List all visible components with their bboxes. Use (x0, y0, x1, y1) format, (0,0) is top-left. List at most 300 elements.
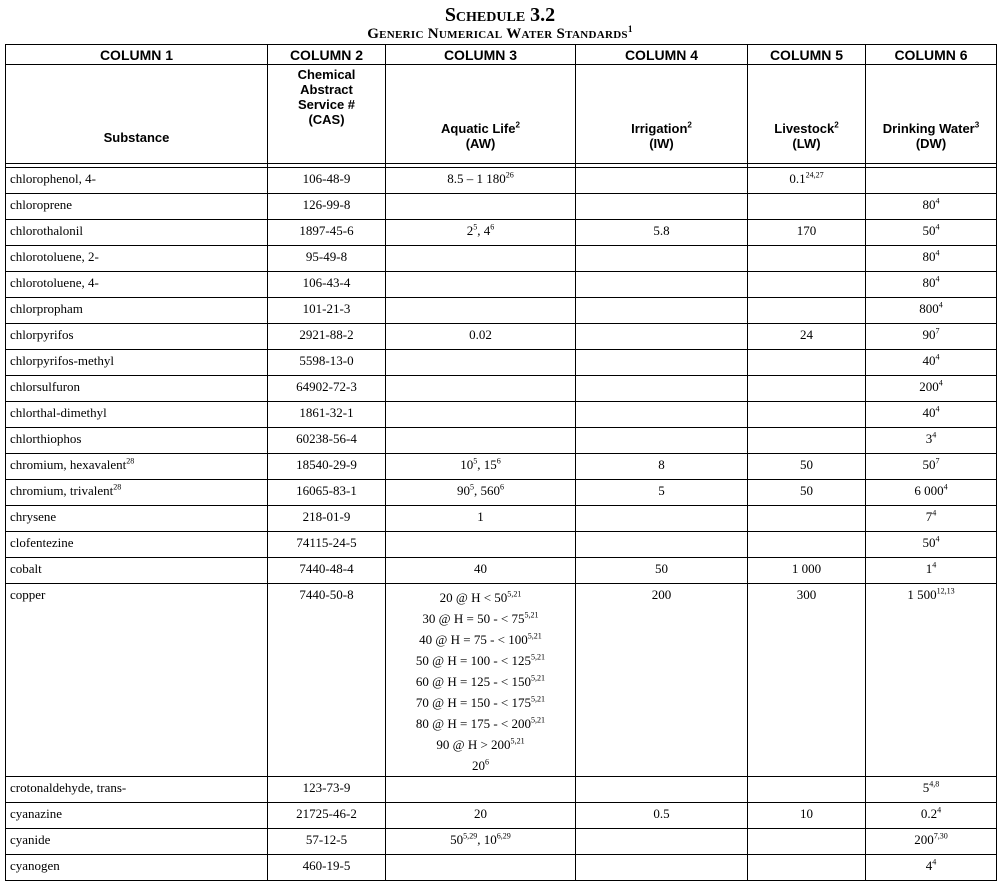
irrigation-cell (576, 376, 748, 402)
livestock-abbr: (LW) (792, 136, 821, 151)
drinking-water-value-text: 1 (925, 561, 933, 576)
substance-name: clofentezine (10, 535, 74, 550)
column-3-header: COLUMN 3 (386, 45, 576, 65)
table-row (6, 855, 997, 881)
livestock-cell (748, 558, 866, 584)
livestock-cell (748, 350, 866, 376)
drinking-water-footnote: 3 (974, 120, 980, 130)
livestock-cell (748, 324, 866, 350)
substance-name: cobalt (10, 561, 42, 576)
livestock-cell (748, 272, 866, 298)
aquatic-life-cell (386, 194, 576, 220)
schedule-title: Schedule 3.2 (444, 4, 556, 26)
irrigation-label (576, 121, 747, 136)
aquatic-life-value-text: 90 (456, 483, 470, 498)
drinking-water-value-text: 40 (922, 405, 936, 420)
drinking-water-value-footnote: 4,8 (929, 779, 940, 789)
drinking-water-cell (866, 376, 997, 402)
schedule-subtitle (0, 26, 1000, 42)
water-standards-table (5, 44, 997, 881)
column-1-header: COLUMN 1 (6, 45, 268, 65)
aquatic-life-value-text: , 4 (477, 223, 491, 238)
cas-cell: 60238-56-4 (268, 428, 386, 454)
aquatic-life-line (392, 755, 569, 776)
drinking-water-cell (866, 350, 997, 376)
table-row (6, 506, 997, 532)
aquatic-life-value-text: 60 @ H = 125 - < 150 (415, 674, 531, 689)
substance-cell (6, 376, 268, 402)
substance-cell (6, 506, 268, 532)
drinking-water-cell (866, 324, 997, 350)
aquatic-life-value-footnote: 5,21 (531, 673, 546, 683)
drinking-water-value-text: 800 (919, 301, 939, 316)
aquatic-life-cell (386, 803, 576, 829)
livestock-cell (748, 584, 866, 777)
cas-header-line: Service # (297, 97, 356, 112)
drinking-water-value-footnote: 4 (935, 222, 940, 232)
livestock-cell (748, 454, 866, 480)
livestock-cell (748, 829, 866, 855)
aquatic-life-cell (386, 506, 576, 532)
drinking-water-cell (866, 480, 997, 506)
irrigation-cell (576, 220, 748, 246)
aquatic-life-value-text: 1 (477, 509, 484, 524)
drinking-water-value-text: 80 (922, 197, 936, 212)
irrigation-value-text: 200 (651, 587, 672, 602)
livestock-cell (748, 855, 866, 881)
cas-cell: 16065-83-1 (268, 480, 386, 506)
cas-cell: 5598-13-0 (268, 350, 386, 376)
aquatic-life-cell (386, 324, 576, 350)
drinking-water-value-footnote: 7,30 (933, 831, 948, 841)
substance-cell (6, 220, 268, 246)
substance-cell (6, 777, 268, 803)
substance-cell (6, 558, 268, 584)
aquatic-life-value-text: 40 @ H = 75 - < 100 (419, 632, 528, 647)
aquatic-life-value-text: 40 (474, 561, 487, 576)
aquatic-life-value-footnote: 5,21 (531, 694, 546, 704)
substance-header: Substance (6, 65, 268, 164)
substance-cell (6, 168, 268, 194)
drinking-water-header (866, 65, 997, 164)
drinking-water-value-text: 200 (914, 832, 934, 847)
substance-name: cyanogen (10, 858, 60, 873)
irrigation-cell (576, 506, 748, 532)
drinking-water-value-footnote: 4 (935, 196, 940, 206)
table-row (6, 324, 997, 350)
table-row (6, 220, 997, 246)
drinking-water-cell (866, 829, 997, 855)
cas-cell: 95-49-8 (268, 246, 386, 272)
livestock-value-text: 0.1 (789, 171, 806, 186)
table-row (6, 402, 997, 428)
aquatic-life-value-text: 80 @ H = 175 - < 200 (415, 716, 531, 731)
aquatic-life-value-footnote: 5,21 (507, 589, 522, 599)
drinking-water-value-footnote: 7 (935, 456, 940, 466)
livestock-cell (748, 506, 866, 532)
livestock-cell (748, 402, 866, 428)
aquatic-life-value-footnote: 5 (469, 482, 474, 492)
cas-cell: 101-21-3 (268, 298, 386, 324)
irrigation-cell (576, 558, 748, 584)
aquatic-life-cell (386, 855, 576, 881)
aquatic-life-value-footnote: 5,21 (531, 652, 546, 662)
irrigation-cell (576, 803, 748, 829)
aquatic-life-cell (386, 454, 576, 480)
aquatic-life-value-text: , 15 (477, 457, 497, 472)
irrigation-cell (576, 855, 748, 881)
cas-cell: 64902-72-3 (268, 376, 386, 402)
table-row (6, 532, 997, 558)
aquatic-life-value-footnote: 6 (490, 222, 495, 232)
table-row (6, 454, 997, 480)
livestock-text: Livestock (774, 121, 835, 136)
substance-cell (6, 298, 268, 324)
aquatic-life-value-footnote: 5 (473, 222, 478, 232)
aquatic-life-cell (386, 829, 576, 855)
aquatic-life-value-footnote: 5,21 (531, 715, 546, 725)
cas-cell: 18540-29-9 (268, 454, 386, 480)
drinking-water-value-text: 5 (922, 780, 930, 795)
aquatic-life-cell (386, 376, 576, 402)
irrigation-cell (576, 584, 748, 777)
substance-cell (6, 454, 268, 480)
irrigation-cell (576, 454, 748, 480)
irrigation-cell (576, 532, 748, 558)
irrigation-cell (576, 272, 748, 298)
table-row (6, 803, 997, 829)
substance-name: chrysene (10, 509, 57, 524)
substance-name: cyanide (10, 832, 51, 847)
aquatic-life-cell (386, 402, 576, 428)
column-number-row (6, 45, 997, 65)
livestock-value-text: 1 000 (791, 561, 822, 576)
livestock-cell (748, 777, 866, 803)
aquatic-life-cell (386, 168, 576, 194)
drinking-water-cell (866, 584, 997, 777)
document-titles (0, 0, 1000, 42)
aquatic-life-value-text: 2 (466, 223, 474, 238)
aquatic-life-value-footnote: 26 (505, 170, 514, 180)
table-row (6, 829, 997, 855)
column-2-header: COLUMN 2 (268, 45, 386, 65)
irrigation-text: Irrigation (631, 121, 688, 136)
irrigation-value-text: 8 (658, 457, 665, 472)
irrigation-cell (576, 480, 748, 506)
substance-name: chromium, trivalent (10, 483, 114, 498)
livestock-value-text: 24 (800, 327, 813, 342)
aquatic-life-header (386, 65, 576, 164)
irrigation-cell (576, 168, 748, 194)
irrigation-cell (576, 324, 748, 350)
substance-name: crotonaldehyde, trans- (10, 780, 127, 795)
irrigation-cell (576, 829, 748, 855)
drinking-water-value-text: 90 (922, 327, 936, 342)
livestock-cell (748, 480, 866, 506)
livestock-value-text: 50 (800, 483, 813, 498)
livestock-cell (748, 428, 866, 454)
drinking-water-value-text: 1 500 (907, 587, 937, 602)
substance-cell (6, 584, 268, 777)
table-row (6, 246, 997, 272)
cas-header-line: Chemical (297, 67, 356, 82)
livestock-cell (748, 220, 866, 246)
drinking-water-value-text: 6 000 (914, 483, 944, 498)
cas-cell: 460-19-5 (268, 855, 386, 881)
table-row (6, 777, 997, 803)
aquatic-life-value-text: 20 @ H < 50 (439, 590, 508, 605)
drinking-water-cell (866, 298, 997, 324)
aquatic-life-label (386, 121, 575, 136)
substance-name: chlorpropham (10, 301, 83, 316)
substance-name: chlorpyrifos-methyl (10, 353, 114, 368)
table-row (6, 350, 997, 376)
substance-name: cyanazine (10, 806, 62, 821)
drinking-water-value-footnote: 4 (932, 857, 937, 867)
column-4-header: COLUMN 4 (576, 45, 748, 65)
aquatic-life-cell (386, 558, 576, 584)
irrigation-cell (576, 428, 748, 454)
irrigation-value-text: 0.5 (653, 806, 670, 821)
drinking-water-cell (866, 777, 997, 803)
cas-cell: 7440-48-4 (268, 558, 386, 584)
livestock-header (748, 65, 866, 164)
table-row (6, 272, 997, 298)
aquatic-life-text: Aquatic Life (441, 121, 516, 136)
drinking-water-value-footnote: 4 (932, 508, 937, 518)
livestock-value-text: 300 (796, 587, 817, 602)
aquatic-life-cell (386, 272, 576, 298)
substance-cell (6, 480, 268, 506)
aquatic-life-cell (386, 532, 576, 558)
substance-name: chlorotoluene, 2- (10, 249, 99, 264)
drinking-water-label (866, 121, 996, 136)
substance-cell (6, 532, 268, 558)
cas-header-line: (CAS) (308, 112, 345, 127)
table-row (6, 480, 997, 506)
aquatic-life-value-text: 0.02 (469, 327, 492, 342)
irrigation-cell (576, 194, 748, 220)
drinking-water-cell (866, 803, 997, 829)
drinking-water-cell (866, 402, 997, 428)
drinking-water-cell (866, 506, 997, 532)
aquatic-life-value-footnote: 5,21 (527, 631, 542, 641)
livestock-value-text: 170 (796, 223, 817, 238)
drinking-water-value-text: 4 (925, 858, 933, 873)
aquatic-life-line (392, 650, 569, 671)
drinking-water-value-footnote: 4 (932, 560, 937, 570)
aquatic-life-cell (386, 777, 576, 803)
subtitle-footnote: 1 (627, 25, 633, 35)
aquatic-life-value-footnote: 6,29 (496, 831, 511, 841)
cas-cell: 123-73-9 (268, 777, 386, 803)
livestock-value-footnote: 24,27 (805, 170, 824, 180)
table-row (6, 584, 997, 777)
drinking-water-cell (866, 558, 997, 584)
table-row (6, 428, 997, 454)
table-row (6, 194, 997, 220)
irrigation-cell (576, 246, 748, 272)
cas-cell: 2921-88-2 (268, 324, 386, 350)
aquatic-life-line (392, 671, 569, 692)
substance-cell (6, 829, 268, 855)
cas-cell: 1861-32-1 (268, 402, 386, 428)
aquatic-life-value-text: 50 @ H = 100 - < 125 (415, 653, 531, 668)
drinking-water-value-text: 0.2 (920, 806, 938, 821)
irrigation-header (576, 65, 748, 164)
substance-name: chlorpyrifos (10, 327, 74, 342)
drinking-water-value-footnote: 4 (935, 404, 940, 414)
substance-cell (6, 350, 268, 376)
irrigation-abbr: (IW) (649, 136, 674, 151)
aquatic-life-value-text: 20 (474, 806, 487, 821)
irrigation-cell (576, 777, 748, 803)
table-row (6, 298, 997, 324)
aquatic-life-cell (386, 246, 576, 272)
irrigation-cell (576, 402, 748, 428)
drinking-water-value-text: 50 (922, 457, 936, 472)
drinking-water-abbr: (DW) (915, 136, 947, 151)
irrigation-cell (576, 298, 748, 324)
substance-name: chlorotoluene, 4- (10, 275, 99, 290)
livestock-footnote: 2 (834, 120, 839, 130)
aquatic-life-cell (386, 298, 576, 324)
aquatic-life-value-footnote: 6 (484, 757, 490, 767)
aquatic-life-value-text: 50 (450, 832, 464, 847)
table-body (6, 168, 997, 881)
substance-cell (6, 324, 268, 350)
aquatic-life-value-text: 90 @ H > 200 (436, 737, 511, 752)
drinking-water-value-footnote: 4 (935, 352, 940, 362)
livestock-value-text: 50 (800, 457, 813, 472)
aquatic-life-cell (386, 350, 576, 376)
aquatic-life-value-text: , 560 (474, 483, 500, 498)
drinking-water-cell (866, 855, 997, 881)
aquatic-life-line (392, 692, 569, 713)
drinking-water-cell (866, 168, 997, 194)
substance-name: chlorthiophos (10, 431, 82, 446)
irrigation-footnote: 2 (687, 120, 692, 130)
drinking-water-value-text: 80 (922, 249, 936, 264)
column-6-header: COLUMN 6 (866, 45, 997, 65)
drinking-water-value-footnote: 4 (935, 248, 940, 258)
drinking-water-value-footnote: 4 (938, 378, 943, 388)
livestock-cell (748, 376, 866, 402)
drinking-water-cell (866, 428, 997, 454)
cas-cell: 106-43-4 (268, 272, 386, 298)
irrigation-value-text: 5.8 (653, 223, 670, 238)
substance-cell (6, 855, 268, 881)
substance-cell (6, 803, 268, 829)
cas-cell: 126-99-8 (268, 194, 386, 220)
cas-cell: 74115-24-5 (268, 532, 386, 558)
irrigation-cell (576, 350, 748, 376)
substance-footnote: 28 (126, 456, 135, 466)
cas-cell: 57-12-5 (268, 829, 386, 855)
column-label-row (6, 65, 997, 164)
substance-name: chromium, hexavalent (10, 457, 127, 472)
substance-name: chlorophenol, 4- (10, 171, 96, 186)
drinking-water-value-footnote: 4 (943, 482, 948, 492)
substance-footnote: 28 (113, 482, 122, 492)
drinking-water-value-footnote: 12,13 (936, 586, 955, 596)
aquatic-life-footnote: 2 (515, 120, 520, 130)
cas-cell: 218-01-9 (268, 506, 386, 532)
drinking-water-value-text: 80 (922, 275, 936, 290)
substance-cell (6, 402, 268, 428)
drinking-water-value-text: 7 (925, 509, 933, 524)
aquatic-life-value-text: , 10 (477, 832, 497, 847)
substance-cell (6, 272, 268, 298)
cas-cell: 7440-50-8 (268, 584, 386, 777)
livestock-cell (748, 532, 866, 558)
drinking-water-cell (866, 220, 997, 246)
livestock-cell (748, 803, 866, 829)
livestock-value-text: 10 (800, 806, 813, 821)
drinking-water-value-footnote: 4 (938, 300, 943, 310)
drinking-water-value-text: 200 (919, 379, 939, 394)
aquatic-life-value-text: 8.5 – 1 180 (447, 171, 506, 186)
aquatic-life-value-text: 70 @ H = 150 - < 175 (415, 695, 531, 710)
drinking-water-value-footnote: 4 (932, 430, 937, 440)
livestock-cell (748, 246, 866, 272)
aquatic-life-value-text: 20 (471, 758, 485, 773)
drinking-water-cell (866, 194, 997, 220)
aquatic-life-value-footnote: 6 (496, 456, 501, 466)
drinking-water-value-text: 50 (922, 535, 936, 550)
drinking-water-value-footnote: 4 (937, 805, 942, 815)
drinking-water-cell (866, 246, 997, 272)
subtitle-text: Generic Numerical Water Standards (367, 26, 628, 42)
drinking-water-value-text: 50 (922, 223, 936, 238)
cas-header (268, 65, 386, 164)
irrigation-value-text: 50 (655, 561, 668, 576)
livestock-cell (748, 298, 866, 324)
aquatic-life-value-footnote: 5,29 (463, 831, 478, 841)
aquatic-life-cell (386, 584, 576, 777)
aquatic-life-abbr: (AW) (465, 136, 496, 151)
drinking-water-cell (866, 532, 997, 558)
aquatic-life-line (392, 608, 569, 629)
drinking-water-cell (866, 272, 997, 298)
aquatic-life-value-footnote: 5 (473, 456, 478, 466)
aquatic-life-cell (386, 428, 576, 454)
aquatic-life-line (392, 629, 569, 650)
aquatic-life-line (392, 713, 569, 734)
substance-cell (6, 194, 268, 220)
livestock-cell (748, 194, 866, 220)
aquatic-life-cell (386, 220, 576, 246)
cas-header-line: Abstract (300, 82, 353, 97)
aquatic-life-value-footnote: 5,21 (524, 610, 539, 620)
livestock-label (748, 121, 865, 136)
aquatic-life-line (392, 587, 569, 608)
aquatic-life-value-footnote: 5,21 (510, 736, 525, 746)
aquatic-life-value-footnote: 6 (500, 482, 505, 492)
table-row (6, 168, 997, 194)
aquatic-life-cell (386, 480, 576, 506)
drinking-water-text: Drinking Water (882, 121, 975, 136)
substance-name: copper (10, 587, 46, 602)
table-row (6, 376, 997, 402)
substance-cell (6, 246, 268, 272)
drinking-water-value-footnote: 4 (935, 534, 940, 544)
drinking-water-value-footnote: 7 (935, 326, 940, 336)
aquatic-life-line (392, 734, 569, 755)
livestock-cell (748, 168, 866, 194)
substance-cell (6, 428, 268, 454)
substance-name: chlorsulfuron (10, 379, 81, 394)
